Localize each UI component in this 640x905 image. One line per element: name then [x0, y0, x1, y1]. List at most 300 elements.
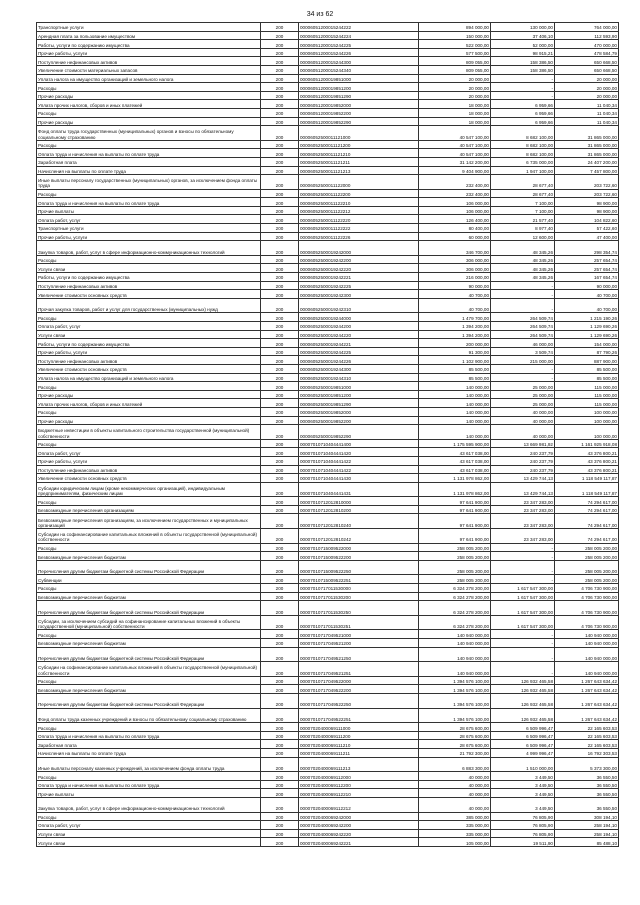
row-remaining-amount-cell: 7 457 800,00 — [555, 166, 619, 175]
row-code-cell: 200 — [261, 780, 299, 789]
table-row — [37, 731, 619, 740]
row-classification-code-cell: 00007010715009522000 — [299, 543, 419, 552]
row-approved-amount-cell: 346 700,00 — [419, 241, 491, 256]
table-row — [37, 108, 619, 117]
row-approved-amount-cell: 522 000,00 — [419, 40, 491, 49]
row-name-cell: Иные выплаты персоналу казенных учреждений, за исключением фонда оплаты труда — [37, 757, 261, 772]
row-approved-amount-cell: 335 000,00 — [419, 821, 491, 830]
row-code-cell: 200 — [261, 662, 299, 677]
table-row — [37, 224, 619, 233]
row-remaining-amount-cell: 4 706 730 900,00 — [555, 615, 619, 630]
row-remaining-amount-cell: 36 550,50 — [555, 797, 619, 812]
table-row — [37, 364, 619, 373]
row-approved-amount-cell: 18 000,00 — [419, 108, 491, 117]
row-executed-amount-cell: 1 617 547 300,00 — [491, 601, 555, 616]
row-code-cell: 200 — [261, 474, 299, 483]
table-row — [37, 140, 619, 149]
row-remaining-amount-cell: 112 593,90 — [555, 31, 619, 40]
row-remaining-amount-cell: 74 294 617,00 — [555, 497, 619, 506]
table-row — [37, 166, 619, 175]
row-executed-amount-cell: 7 100,00 — [491, 198, 555, 207]
row-remaining-amount-cell: 764 000,00 — [555, 23, 619, 32]
row-executed-amount-cell: - — [491, 364, 555, 373]
row-classification-code-cell: 00006052500011122200 — [299, 189, 419, 198]
row-name-cell: Субвенции — [37, 575, 261, 584]
row-classification-code-cell: 00007010717049521250 — [299, 647, 419, 662]
row-remaining-amount-cell: 1 267 643 634,42 — [555, 693, 619, 708]
row-code-cell: 200 — [261, 757, 299, 772]
row-executed-amount-cell: 126 932 465,58 — [491, 708, 555, 723]
row-executed-amount-cell: 240 237,79 — [491, 448, 555, 457]
row-code-cell: 200 — [261, 373, 299, 382]
row-classification-code-cell: 00007010717049521200 — [299, 639, 419, 648]
row-remaining-amount-cell: 1 267 643 634,42 — [555, 676, 619, 685]
row-remaining-amount-cell: 1 267 643 634,42 — [555, 708, 619, 723]
row-approved-amount-cell: 80 400,00 — [419, 224, 491, 233]
row-remaining-amount-cell: 1 267 643 634,42 — [555, 685, 619, 694]
row-code-cell: 200 — [261, 91, 299, 100]
row-classification-code-cell: 00007010717011530251 — [299, 615, 419, 630]
table-row — [37, 529, 619, 544]
row-approved-amount-cell: 1 394 576 100,00 — [419, 708, 491, 723]
row-remaining-amount-cell: 258 194,10 — [555, 821, 619, 830]
row-executed-amount-cell: 6 959,66 — [491, 117, 555, 126]
row-classification-code-cell: 00006052500011121211 — [299, 157, 419, 166]
row-approved-amount-cell: 6 324 278 200,00 — [419, 601, 491, 616]
row-name-cell: Услуги связи — [37, 330, 261, 339]
row-classification-code-cell: 00006052500011122210 — [299, 198, 419, 207]
row-executed-amount-cell: 1 617 547 300,00 — [491, 592, 555, 601]
row-executed-amount-cell: - — [491, 560, 555, 575]
row-executed-amount-cell: 1 510 000,00 — [491, 757, 555, 772]
row-code-cell: 200 — [261, 23, 299, 32]
row-classification-code-cell: 00006052500019244225 — [299, 347, 419, 356]
row-code-cell: 200 — [261, 290, 299, 299]
row-approved-amount-cell: 150 000,00 — [419, 31, 491, 40]
row-name-cell: Субсидии на софинансирование капитальных вложений в объекты государственной (муниципальной) собственности — [37, 529, 261, 544]
row-classification-code-cell: 00007020400069112200 — [299, 780, 419, 789]
row-executed-amount-cell: 158 386,50 — [491, 65, 555, 74]
row-approved-amount-cell: 200 000,00 — [419, 339, 491, 348]
row-code-cell: 200 — [261, 298, 299, 313]
row-classification-code-cell: 00007010712012810242 — [299, 529, 419, 544]
row-approved-amount-cell: 28 675 600,00 — [419, 731, 491, 740]
row-code-cell: 200 — [261, 364, 299, 373]
row-name-cell: Прочие работы, услуги — [37, 347, 261, 356]
row-executed-amount-cell: 264 509,74 — [491, 322, 555, 331]
row-executed-amount-cell: 21 577,40 — [491, 215, 555, 224]
row-classification-code-cell: 00006051200015244340 — [299, 65, 419, 74]
row-approved-amount-cell: 97 641 900,00 — [419, 514, 491, 529]
row-code-cell: 200 — [261, 797, 299, 812]
table-row — [37, 273, 619, 282]
row-name-cell: Оплата труда и начисления на выплаты по оплате труда — [37, 149, 261, 158]
table-row — [37, 189, 619, 198]
row-classification-code-cell: 00006052500011121000 — [299, 126, 419, 141]
row-code-cell: 200 — [261, 647, 299, 662]
row-code-cell: 200 — [261, 399, 299, 408]
row-executed-amount-cell: 25 000,00 — [491, 390, 555, 399]
row-code-cell: 200 — [261, 639, 299, 648]
row-name-cell: Расходы — [37, 313, 261, 322]
table-row — [37, 505, 619, 514]
row-remaining-amount-cell: 1 215 190,26 — [555, 313, 619, 322]
row-remaining-amount-cell: 100 000,00 — [555, 425, 619, 440]
table-row — [37, 399, 619, 408]
table-row — [37, 838, 619, 847]
row-code-cell: 200 — [261, 175, 299, 190]
row-name-cell: Перечисления другим бюджетам бюджетной системы Российской Федерации — [37, 647, 261, 662]
row-remaining-amount-cell: 40 700,00 — [555, 298, 619, 313]
row-executed-amount-cell: 28 677,40 — [491, 175, 555, 190]
row-code-cell: 200 — [261, 232, 299, 241]
row-approved-amount-cell: 140 000,00 — [419, 425, 491, 440]
row-approved-amount-cell: 85 500,00 — [419, 373, 491, 382]
row-approved-amount-cell: 20 000,00 — [419, 83, 491, 92]
row-approved-amount-cell: 140 940 000,00 — [419, 639, 491, 648]
row-executed-amount-cell: 6 509 996,47 — [491, 723, 555, 732]
row-classification-code-cell: 00007020400069242221 — [299, 838, 419, 847]
row-classification-code-cell: 00006052500019242221 — [299, 273, 419, 282]
row-code-cell: 200 — [261, 356, 299, 365]
row-executed-amount-cell: 130 000,00 — [491, 23, 555, 32]
table-row — [37, 662, 619, 677]
row-executed-amount-cell: 3 449,50 — [491, 772, 555, 781]
row-remaining-amount-cell: 98 900,00 — [555, 206, 619, 215]
row-executed-amount-cell: 25 000,00 — [491, 382, 555, 391]
row-remaining-amount-cell: 1 129 690,26 — [555, 322, 619, 331]
row-name-cell: Услуги связи — [37, 829, 261, 838]
row-executed-amount-cell: 46 000,00 — [491, 339, 555, 348]
row-approved-amount-cell: 809 055,00 — [419, 57, 491, 66]
row-code-cell: 200 — [261, 575, 299, 584]
row-classification-code-cell: 00007010710404441431 — [299, 482, 419, 497]
table-row — [37, 615, 619, 630]
row-remaining-amount-cell: 31 865 000,00 — [555, 140, 619, 149]
row-approved-amount-cell: 306 000,00 — [419, 255, 491, 264]
row-remaining-amount-cell: 31 865 000,00 — [555, 126, 619, 141]
row-name-cell: Закупка товаров, работ, услуг в сфере информационно-коммуникационных технологий — [37, 241, 261, 256]
table-row — [37, 65, 619, 74]
row-approved-amount-cell: 9 404 900,00 — [419, 166, 491, 175]
table-row — [37, 748, 619, 757]
row-code-cell: 200 — [261, 812, 299, 821]
row-classification-code-cell: 00006051200019851290 — [299, 91, 419, 100]
row-code-cell: 200 — [261, 529, 299, 544]
row-classification-code-cell: 00006052500019244200 — [299, 322, 419, 331]
row-name-cell: Увеличение стоимости материальных запасов — [37, 65, 261, 74]
table-row — [37, 497, 619, 506]
row-executed-amount-cell: 8 682 100,00 — [491, 126, 555, 141]
row-classification-code-cell: 00007010717011530250 — [299, 601, 419, 616]
row-classification-code-cell: 00007010715009522251 — [299, 575, 419, 584]
row-name-cell: Безвозмездные перечисления организациям — [37, 505, 261, 514]
row-classification-code-cell: 00006052500011121210 — [299, 149, 419, 158]
row-code-cell: 200 — [261, 273, 299, 282]
row-name-cell: Расходы — [37, 140, 261, 149]
table-row — [37, 465, 619, 474]
row-classification-code-cell: 00006052500019851200 — [299, 390, 419, 399]
table-row — [37, 474, 619, 483]
row-remaining-amount-cell: 257 654,74 — [555, 255, 619, 264]
row-executed-amount-cell: 23 347 283,00 — [491, 497, 555, 506]
table-row — [37, 425, 619, 440]
row-executed-amount-cell: - — [491, 662, 555, 677]
row-classification-code-cell: 00007010710404441430 — [299, 474, 419, 483]
table-row — [37, 23, 619, 32]
row-remaining-amount-cell: 74 294 617,00 — [555, 529, 619, 544]
row-remaining-amount-cell: 115 000,00 — [555, 399, 619, 408]
row-name-cell: Услуги связи — [37, 838, 261, 847]
table-row — [37, 676, 619, 685]
row-approved-amount-cell: 20 000,00 — [419, 74, 491, 83]
row-name-cell: Прочие работы, услуги — [37, 456, 261, 465]
row-name-cell: Безвозмездные перечисления бюджетам — [37, 685, 261, 694]
row-remaining-amount-cell: 90 000,00 — [555, 281, 619, 290]
row-remaining-amount-cell: 4 706 730 900,00 — [555, 592, 619, 601]
row-executed-amount-cell: - — [491, 543, 555, 552]
row-code-cell: 200 — [261, 514, 299, 529]
row-classification-code-cell: 00006051200015244225 — [299, 40, 419, 49]
row-classification-code-cell: 00007010712012810200 — [299, 505, 419, 514]
row-name-cell: Расходы — [37, 630, 261, 639]
row-code-cell: 200 — [261, 140, 299, 149]
row-approved-amount-cell: 40 000,00 — [419, 780, 491, 789]
row-code-cell: 200 — [261, 57, 299, 66]
row-executed-amount-cell: - — [491, 639, 555, 648]
row-code-cell: 200 — [261, 322, 299, 331]
row-classification-code-cell: 00007020400069111000 — [299, 723, 419, 732]
row-executed-amount-cell: 126 932 465,58 — [491, 676, 555, 685]
row-classification-code-cell: 00007010715009522200 — [299, 552, 419, 561]
row-name-cell: Поступление нефинансовых активов — [37, 281, 261, 290]
table-row — [37, 482, 619, 497]
row-remaining-amount-cell: 203 722,60 — [555, 175, 619, 190]
row-classification-code-cell: 00006052500011121213 — [299, 166, 419, 175]
row-approved-amount-cell: 1 131 978 862,00 — [419, 474, 491, 483]
row-remaining-amount-cell: 85 488,10 — [555, 838, 619, 847]
row-name-cell: Расходы — [37, 108, 261, 117]
row-approved-amount-cell: 105 000,00 — [419, 838, 491, 847]
table-row — [37, 740, 619, 749]
row-classification-code-cell: 00006051200019852000 — [299, 100, 419, 109]
row-approved-amount-cell: 1 394 200,00 — [419, 322, 491, 331]
row-code-cell: 200 — [261, 390, 299, 399]
table-row — [37, 601, 619, 616]
row-executed-amount-cell: 1 947 100,00 — [491, 166, 555, 175]
row-remaining-amount-cell: 203 722,60 — [555, 189, 619, 198]
row-executed-amount-cell: - — [491, 83, 555, 92]
row-name-cell: Расходы — [37, 407, 261, 416]
row-name-cell: Расходы — [37, 812, 261, 821]
table-row — [37, 356, 619, 365]
row-executed-amount-cell: - — [491, 630, 555, 639]
row-remaining-amount-cell: 258 194,10 — [555, 829, 619, 838]
row-name-cell: Безвозмездные перечисления бюджетам — [37, 592, 261, 601]
row-executed-amount-cell: 126 932 465,58 — [491, 693, 555, 708]
row-executed-amount-cell: 37 406,10 — [491, 31, 555, 40]
row-approved-amount-cell: 126 400,00 — [419, 215, 491, 224]
row-name-cell: Прочие работы, услуги — [37, 232, 261, 241]
row-name-cell: Арендная плата за пользование имуществом — [37, 31, 261, 40]
row-classification-code-cell: 00007020400069112212 — [299, 797, 419, 812]
table-row — [37, 313, 619, 322]
row-executed-amount-cell: 1 617 547 300,00 — [491, 584, 555, 593]
row-code-cell: 200 — [261, 425, 299, 440]
row-name-cell: Заработная плата — [37, 740, 261, 749]
table-row — [37, 31, 619, 40]
row-name-cell: Расходы — [37, 439, 261, 448]
table-row — [37, 347, 619, 356]
table-body — [37, 23, 619, 847]
table-row — [37, 117, 619, 126]
table-row — [37, 772, 619, 781]
row-remaining-amount-cell: 887 900,00 — [555, 356, 619, 365]
table-row — [37, 40, 619, 49]
row-name-cell: Расходы — [37, 382, 261, 391]
row-name-cell: Уплата прочих налогов, сборов и иных платежей — [37, 399, 261, 408]
row-name-cell: Расходы — [37, 676, 261, 685]
row-remaining-amount-cell: 24 407 200,00 — [555, 157, 619, 166]
row-remaining-amount-cell: 74 294 617,00 — [555, 505, 619, 514]
row-executed-amount-cell: 52 000,00 — [491, 40, 555, 49]
row-remaining-amount-cell: 258 005 200,00 — [555, 552, 619, 561]
table-row — [37, 175, 619, 190]
row-remaining-amount-cell: 36 550,50 — [555, 772, 619, 781]
row-approved-amount-cell: 894 000,00 — [419, 23, 491, 32]
row-approved-amount-cell: 258 005 200,00 — [419, 543, 491, 552]
table-row — [37, 514, 619, 529]
row-name-cell: Оплата работ, услуг — [37, 215, 261, 224]
row-approved-amount-cell: 21 792 300,00 — [419, 748, 491, 757]
row-classification-code-cell: 00006052500011122212 — [299, 206, 419, 215]
row-remaining-amount-cell: 1 129 690,26 — [555, 330, 619, 339]
row-executed-amount-cell: - — [491, 647, 555, 662]
row-name-cell: Увеличение стоимости основных средств — [37, 474, 261, 483]
row-name-cell: Расходы — [37, 497, 261, 506]
row-executed-amount-cell: 264 509,74 — [491, 313, 555, 322]
row-classification-code-cell: 00006052500019244221 — [299, 339, 419, 348]
row-code-cell: 200 — [261, 281, 299, 290]
table-row — [37, 373, 619, 382]
row-name-cell: Работы, услуги по содержанию имущества — [37, 40, 261, 49]
row-classification-code-cell: 00006051200019851000 — [299, 74, 419, 83]
row-code-cell: 200 — [261, 313, 299, 322]
row-executed-amount-cell: 40 000,00 — [491, 407, 555, 416]
row-remaining-amount-cell: 85 500,00 — [555, 373, 619, 382]
row-approved-amount-cell: 97 641 900,00 — [419, 505, 491, 514]
row-remaining-amount-cell: 140 940 000,00 — [555, 639, 619, 648]
row-name-cell: Расходы — [37, 543, 261, 552]
row-name-cell: Перечисления другим бюджетам бюджетной системы Российской Федерации — [37, 693, 261, 708]
row-remaining-amount-cell: 298 354,74 — [555, 241, 619, 256]
table-row — [37, 789, 619, 798]
table-row — [37, 264, 619, 273]
row-code-cell: 200 — [261, 693, 299, 708]
row-code-cell: 200 — [261, 65, 299, 74]
row-name-cell: Прочие расходы — [37, 390, 261, 399]
row-executed-amount-cell: 40 000,00 — [491, 425, 555, 440]
row-approved-amount-cell: 140 000,00 — [419, 382, 491, 391]
row-name-cell: Работы, услуги по содержанию имущества — [37, 273, 261, 282]
table-row — [37, 584, 619, 593]
row-name-cell: Расходы — [37, 189, 261, 198]
row-approved-amount-cell: 97 641 900,00 — [419, 529, 491, 544]
row-approved-amount-cell: 1 394 576 100,00 — [419, 676, 491, 685]
row-classification-code-cell: 00006052500011122000 — [299, 175, 419, 190]
row-name-cell: Расходы — [37, 584, 261, 593]
row-approved-amount-cell: 43 617 038,00 — [419, 465, 491, 474]
row-name-cell: Оплата труда и начисления на выплаты по оплате труда — [37, 731, 261, 740]
row-name-cell: Прочие расходы — [37, 91, 261, 100]
row-remaining-amount-cell: 1 118 549 117,87 — [555, 482, 619, 497]
row-remaining-amount-cell: 650 668,50 — [555, 65, 619, 74]
row-approved-amount-cell: 809 055,00 — [419, 65, 491, 74]
row-code-cell: 200 — [261, 108, 299, 117]
row-name-cell: Услуги связи — [37, 264, 261, 273]
row-name-cell: Уплата прочих налогов, сборов и иных платежей — [37, 100, 261, 109]
row-remaining-amount-cell: 1 161 925 918,08 — [555, 439, 619, 448]
row-executed-amount-cell: 215 000,00 — [491, 356, 555, 365]
row-classification-code-cell: 00006052500019851000 — [299, 382, 419, 391]
row-approved-amount-cell: 258 005 200,00 — [419, 575, 491, 584]
row-remaining-amount-cell: 36 550,50 — [555, 789, 619, 798]
table-row — [37, 448, 619, 457]
row-name-cell: Фонд оплаты труда казенных учреждений и взносы по обязательному социальному страхованию — [37, 708, 261, 723]
row-remaining-amount-cell: 20 000,00 — [555, 74, 619, 83]
row-remaining-amount-cell: 43 376 800,21 — [555, 465, 619, 474]
row-executed-amount-cell: 12 600,00 — [491, 232, 555, 241]
row-name-cell: Поступление нефинансовых активов — [37, 465, 261, 474]
row-remaining-amount-cell: 43 376 800,21 — [555, 456, 619, 465]
row-code-cell: 200 — [261, 407, 299, 416]
table-row — [37, 543, 619, 552]
budget-execution-table — [36, 22, 619, 847]
table-row — [37, 149, 619, 158]
table-row — [37, 407, 619, 416]
row-approved-amount-cell: 577 500,00 — [419, 48, 491, 57]
page-number: 34 из 62 — [306, 11, 334, 18]
row-remaining-amount-cell: 40 700,00 — [555, 290, 619, 299]
row-approved-amount-cell: 140 000,00 — [419, 399, 491, 408]
row-remaining-amount-cell: 100 000,00 — [555, 407, 619, 416]
row-approved-amount-cell: 18 000,00 — [419, 117, 491, 126]
row-executed-amount-cell: 6 959,66 — [491, 100, 555, 109]
row-approved-amount-cell: 1 394 200,00 — [419, 330, 491, 339]
row-remaining-amount-cell: 154 000,00 — [555, 339, 619, 348]
row-approved-amount-cell: 40 700,00 — [419, 298, 491, 313]
row-classification-code-cell: 00006052500019242220 — [299, 264, 419, 273]
row-approved-amount-cell: 140 000,00 — [419, 407, 491, 416]
row-executed-amount-cell: 13 429 744,13 — [491, 482, 555, 497]
row-name-cell: Иные выплаты персоналу государственных (муниципальных) органов, за исключением фонда оплаты труда — [37, 175, 261, 190]
row-executed-amount-cell: - — [491, 74, 555, 83]
row-executed-amount-cell: 23 347 283,00 — [491, 529, 555, 544]
row-remaining-amount-cell: 85 500,00 — [555, 364, 619, 373]
row-remaining-amount-cell: 5 373 300,00 — [555, 757, 619, 772]
row-code-cell: 200 — [261, 789, 299, 798]
row-classification-code-cell: 00007020400069111213 — [299, 757, 419, 772]
row-code-cell: 200 — [261, 482, 299, 497]
row-classification-code-cell: 00006051200019852200 — [299, 108, 419, 117]
row-remaining-amount-cell: 167 654,74 — [555, 273, 619, 282]
row-classification-code-cell: 00007010712012810000 — [299, 497, 419, 506]
row-code-cell: 200 — [261, 748, 299, 757]
table-row — [37, 206, 619, 215]
row-name-cell: Перечисления другим бюджетам бюджетной системы Российской Федерации — [37, 601, 261, 616]
table-row — [37, 126, 619, 141]
row-executed-amount-cell: 48 345,26 — [491, 273, 555, 282]
